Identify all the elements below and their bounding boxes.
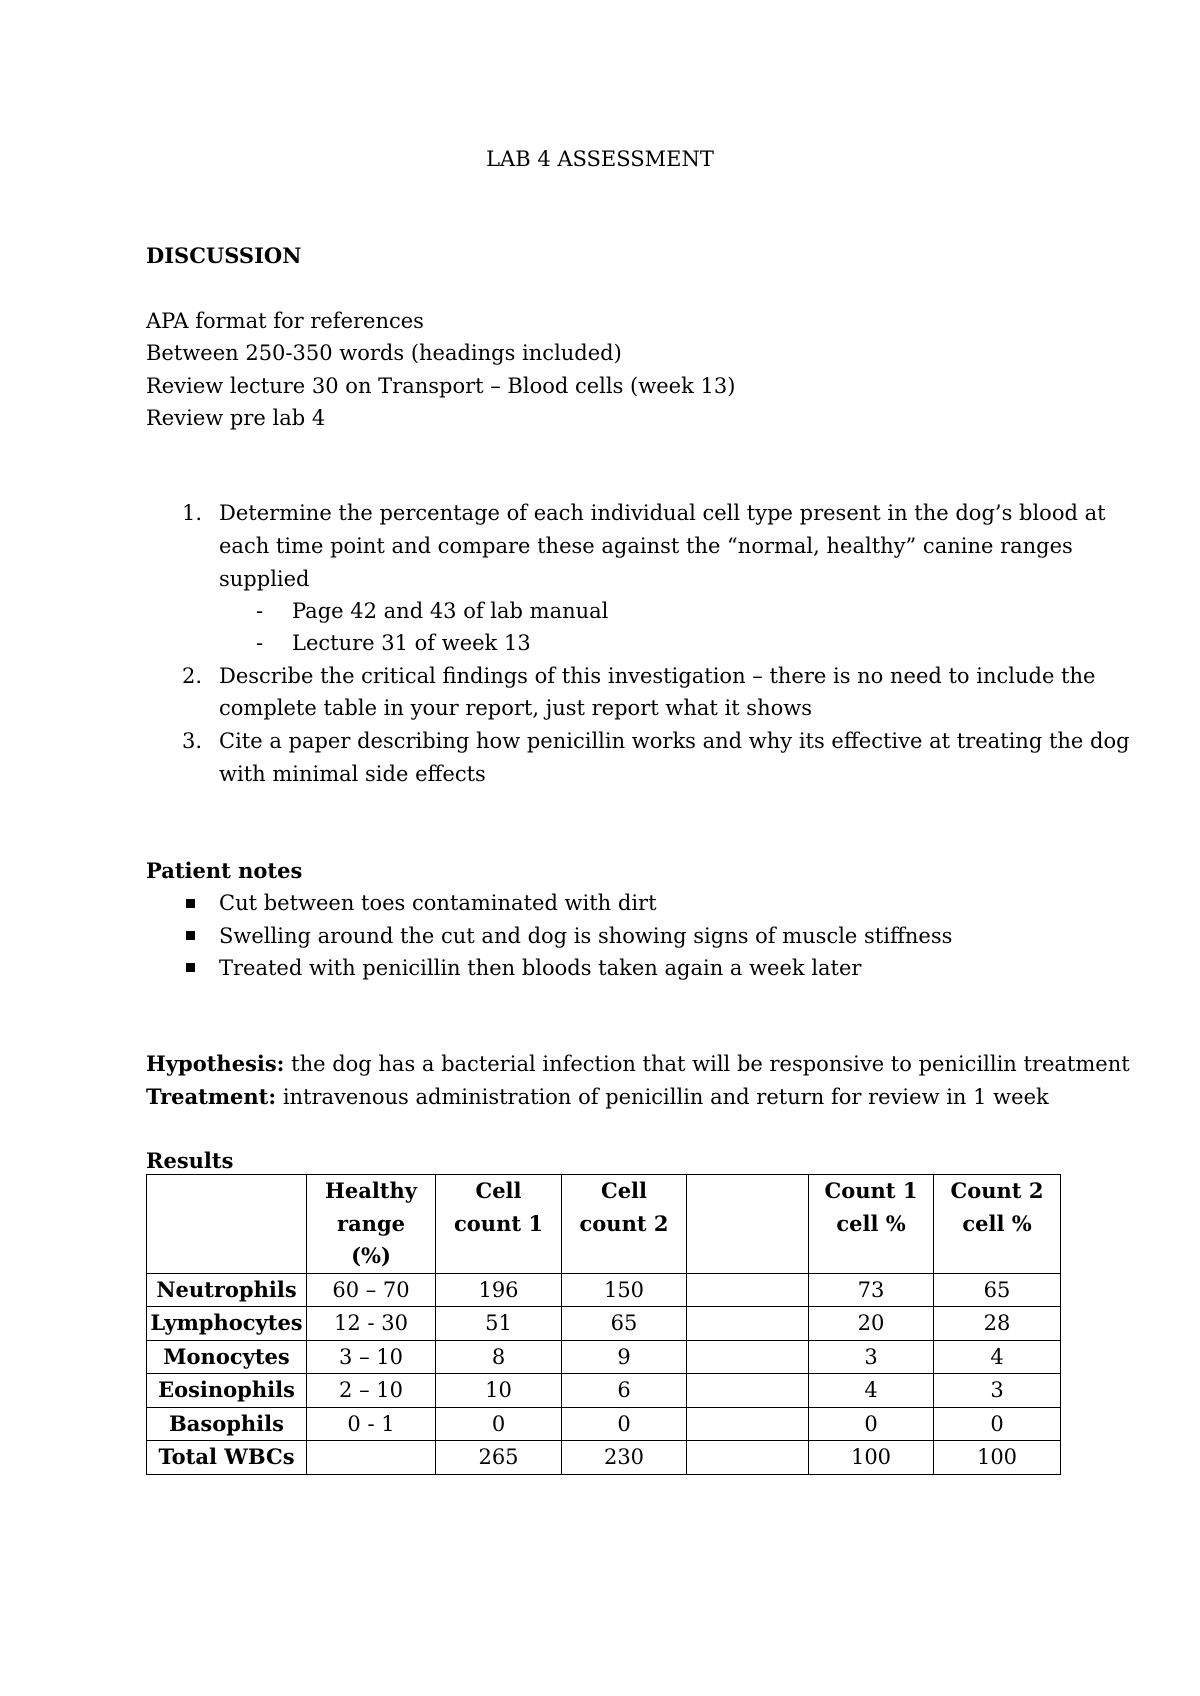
task-sub-item: Lecture 31 of week 13 [292, 631, 531, 655]
table-cell: 0 [934, 1407, 1061, 1441]
hypothesis-line [146, 1048, 1130, 1081]
table-header-cell [687, 1175, 809, 1274]
task-text: Describe the critical findings of this investigation – there is no need to include the [219, 664, 1096, 688]
page-title: LAB 4 ASSESSMENT [486, 147, 714, 171]
header-text-line: Cell [600, 1178, 648, 1203]
task-text: each time point and compare these against the “normal, healthy” canine ranges [219, 534, 1073, 558]
table-cell: 4 [809, 1374, 934, 1408]
table-cell: 150 [562, 1273, 687, 1307]
task-sub-item: Page 42 and 43 of lab manual [292, 599, 609, 623]
table-cell: 73 [809, 1273, 934, 1307]
table-row [147, 1407, 1061, 1441]
table-cell [687, 1273, 809, 1307]
patient-note-item: Cut between toes contaminated with dirt [219, 891, 657, 915]
table-cell [687, 1340, 809, 1374]
square-bullet-icon [186, 963, 195, 972]
table-cell: 0 [562, 1407, 687, 1441]
table-cell: 2 – 10 [307, 1374, 436, 1408]
table-cell: 265 [436, 1441, 562, 1475]
table-cell: 51 [436, 1307, 562, 1341]
table-cell: 28 [934, 1307, 1061, 1341]
row-label-cell: Eosinophils [147, 1374, 307, 1408]
table-header-cell [307, 1175, 436, 1274]
table-header-cell [809, 1175, 934, 1274]
table-row [147, 1307, 1061, 1341]
table-cell: 230 [562, 1441, 687, 1475]
header-text-line: (%) [351, 1243, 391, 1268]
table-cell: 0 [809, 1407, 934, 1441]
table-row [147, 1340, 1061, 1374]
discussion-line: Between 250-350 words (headings included) [146, 341, 622, 365]
header-text-line: range [337, 1210, 405, 1236]
table-cell: 12 - 30 [307, 1307, 436, 1341]
sub-bullet-dash: - [256, 599, 264, 623]
task-text: Determine the percentage of each individual cell type present in the dog’s blood at [219, 501, 1106, 525]
table-row [147, 1374, 1061, 1408]
treatment-label: Treatment: [146, 1084, 277, 1109]
treatment-text: intravenous administration of penicillin and return for review in 1 week [276, 1085, 1049, 1109]
discussion-line: Review lecture 30 on Transport – Blood cells (week 13) [146, 374, 736, 398]
table-cell: 65 [934, 1273, 1061, 1307]
table-row [147, 1273, 1061, 1307]
task-text: Cite a paper describing how penicillin works and why its effective at treating the dog [219, 729, 1130, 753]
table-cell [307, 1441, 436, 1475]
task-number: 2. [181, 664, 202, 688]
row-label-cell: Total WBCs [147, 1441, 307, 1475]
results-table [146, 1174, 1061, 1475]
table-cell: 60 – 70 [307, 1273, 436, 1307]
header-text-line: Cell [475, 1178, 522, 1203]
table-cell: 20 [809, 1307, 934, 1341]
table-cell [687, 1407, 809, 1441]
table-cell: 3 [809, 1340, 934, 1374]
row-label-cell: Neutrophils [147, 1273, 307, 1307]
table-cell: 6 [562, 1374, 687, 1408]
task-number: 1. [181, 501, 202, 525]
header-text-line: cell % [962, 1210, 1032, 1236]
discussion-line: APA format for references [146, 309, 424, 333]
table-cell [687, 1307, 809, 1341]
treatment-line [146, 1081, 1049, 1114]
table-cell [687, 1441, 809, 1475]
sub-bullet-dash: - [256, 631, 264, 655]
header-text-line: Count 1 [824, 1178, 918, 1203]
header-text-line: count 2 [579, 1210, 669, 1236]
table-cell: 196 [436, 1273, 562, 1307]
header-text-line: cell % [836, 1210, 906, 1236]
discussion-line: Review pre lab 4 [146, 406, 326, 430]
table-header-cell [934, 1175, 1061, 1274]
hypothesis-text: the dog has a bacterial infection that will be responsive to penicillin treatment [284, 1052, 1130, 1076]
table-cell: 4 [934, 1340, 1061, 1374]
table-header-cell [147, 1175, 307, 1274]
header-text-line: Healthy [325, 1178, 417, 1203]
table-cell: 100 [934, 1441, 1061, 1475]
table-cell: 0 - 1 [307, 1407, 436, 1441]
hypothesis-label: Hypothesis: [146, 1051, 285, 1076]
square-bullet-icon [186, 931, 195, 940]
square-bullet-icon [186, 899, 195, 908]
patient-note-item: Treated with penicillin then bloods taken again a week later [219, 956, 862, 980]
table-header-cell [562, 1175, 687, 1274]
task-text: supplied [219, 567, 310, 591]
table-cell: 8 [436, 1340, 562, 1374]
task-text: with minimal side effects [219, 762, 486, 786]
table-cell: 10 [436, 1374, 562, 1408]
row-label-cell: Lymphocytes [147, 1307, 307, 1341]
table-cell: 0 [436, 1407, 562, 1441]
row-label-cell: Basophils [147, 1407, 307, 1441]
patient-notes-heading: Patient notes [146, 858, 303, 883]
table-cell: 3 [934, 1374, 1061, 1408]
table-cell [687, 1374, 809, 1408]
table-cell: 3 – 10 [307, 1340, 436, 1374]
header-text-line: count 1 [454, 1210, 543, 1236]
table-cell: 100 [809, 1441, 934, 1475]
discussion-heading: DISCUSSION [146, 243, 302, 268]
task-text: complete table in your report, just report what it shows [219, 696, 813, 720]
patient-note-item: Swelling around the cut and dog is showing signs of muscle stiffness [219, 924, 953, 948]
table-row [147, 1441, 1061, 1475]
table-header-cell [436, 1175, 562, 1274]
row-label-cell: Monocytes [147, 1340, 307, 1374]
table-cell: 9 [562, 1340, 687, 1374]
header-text-line: Count 2 [950, 1178, 1044, 1203]
results-heading: Results [146, 1148, 234, 1173]
table-header-row [147, 1175, 1061, 1274]
table-cell: 65 [562, 1307, 687, 1341]
task-number: 3. [181, 729, 202, 753]
